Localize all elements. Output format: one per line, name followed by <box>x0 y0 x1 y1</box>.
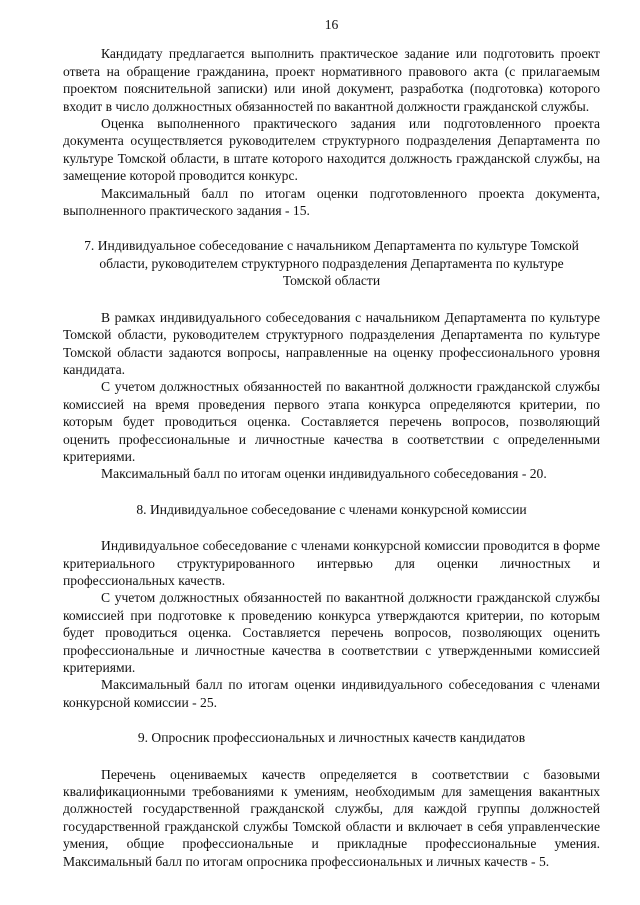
section-8-paragraph-3: Максимальный балл по итогам оценки индивидуального собеседования с членами конкурсной комиссии - 25. <box>63 677 600 710</box>
intro-paragraph-2: Оценка выполненного практического задания или подготовленного проекта документа осуществляется руководителем структурного подразделения Департамента по культуре Томской области, в штате которого находится должность гражданской службы, на замещение которой проводится конкурс. <box>63 116 600 184</box>
section-7-paragraph-2: С учетом должностных обязанностей по вакантной должности гражданской службы комиссией на время проведения первого этапа конкурса определяются критерии, по которым будет проводиться оценка. Составляется перечень вопросов, позволяющий оценить профессиональные и личностные качества в соответствии с определенными критериями. <box>63 379 600 464</box>
section-8-heading: 8. Индивидуальное собеседование с членами конкурсной комиссии <box>136 501 527 517</box>
section-9-paragraph-1: Перечень оцениваемых качеств определяется в соответствии с базовыми квалификационными требованиями к умениям, необходимым для замещения вакантных должностей государственной гражданской службы, для каждой группы должностей государственной гражданской службы Томской области и включает в себя управленческие умения, общие профессиональные и прикладные профессиональные умения. Максимальный балл по итогам опросника профессиональных и личных качеств - 5. <box>63 766 600 869</box>
page-number: 16 <box>324 17 339 32</box>
section-7-paragraph-1: В рамках индивидуального собеседования с начальником Департамента по культуре Томской области, руководителем структурного подразделения Департамента по культуре Томской области задаются вопросы, направленные на оценку профессионального уровня кандидата. <box>63 309 600 377</box>
intro-paragraph-1: Кандидату предлагается выполнить практическое задание или подготовить проект ответа на обращение гражданина, проект нормативного правового акта (с прилагаемым проектом пояснительной записки) или иной документ, разработка (подготовка) которого входит в число должностных обязанностей по вакантной должности гражданской службы. <box>63 46 600 114</box>
section-9-heading: 9. Опросник профессиональных и личностных качеств кандидатов <box>137 730 526 746</box>
section-7-heading: 7. Индивидуальное собеседование с начальником Департамента по культуре Томской области, руководителем структурного подразделения Департамента по культуре Томской области <box>84 238 579 289</box>
section-7-paragraph-3: Максимальный балл по итогам оценки индивидуального собеседования - 20. <box>101 466 547 482</box>
intro-paragraph-3: Максимальный балл по итогам оценки подготовленного проекта документа, выполненного практического задания - 15. <box>63 185 600 219</box>
section-8-paragraph-1: Индивидуальное собеседование с членами конкурсной комиссии проводится в форме критериального структурированного интервью для оценки личностных и профессиональных качеств. <box>63 538 600 588</box>
section-8-paragraph-2: С учетом должностных обязанностей по вакантной должности гражданской службы комиссией при подготовке к проведению конкурса утверждаются критерии, по которым будет проводиться оценка. Составляется перечень вопросов, позволяющих оценить профессиональные и личностные качества в соответствии с утвержденными комиссией критериями. <box>63 590 600 675</box>
